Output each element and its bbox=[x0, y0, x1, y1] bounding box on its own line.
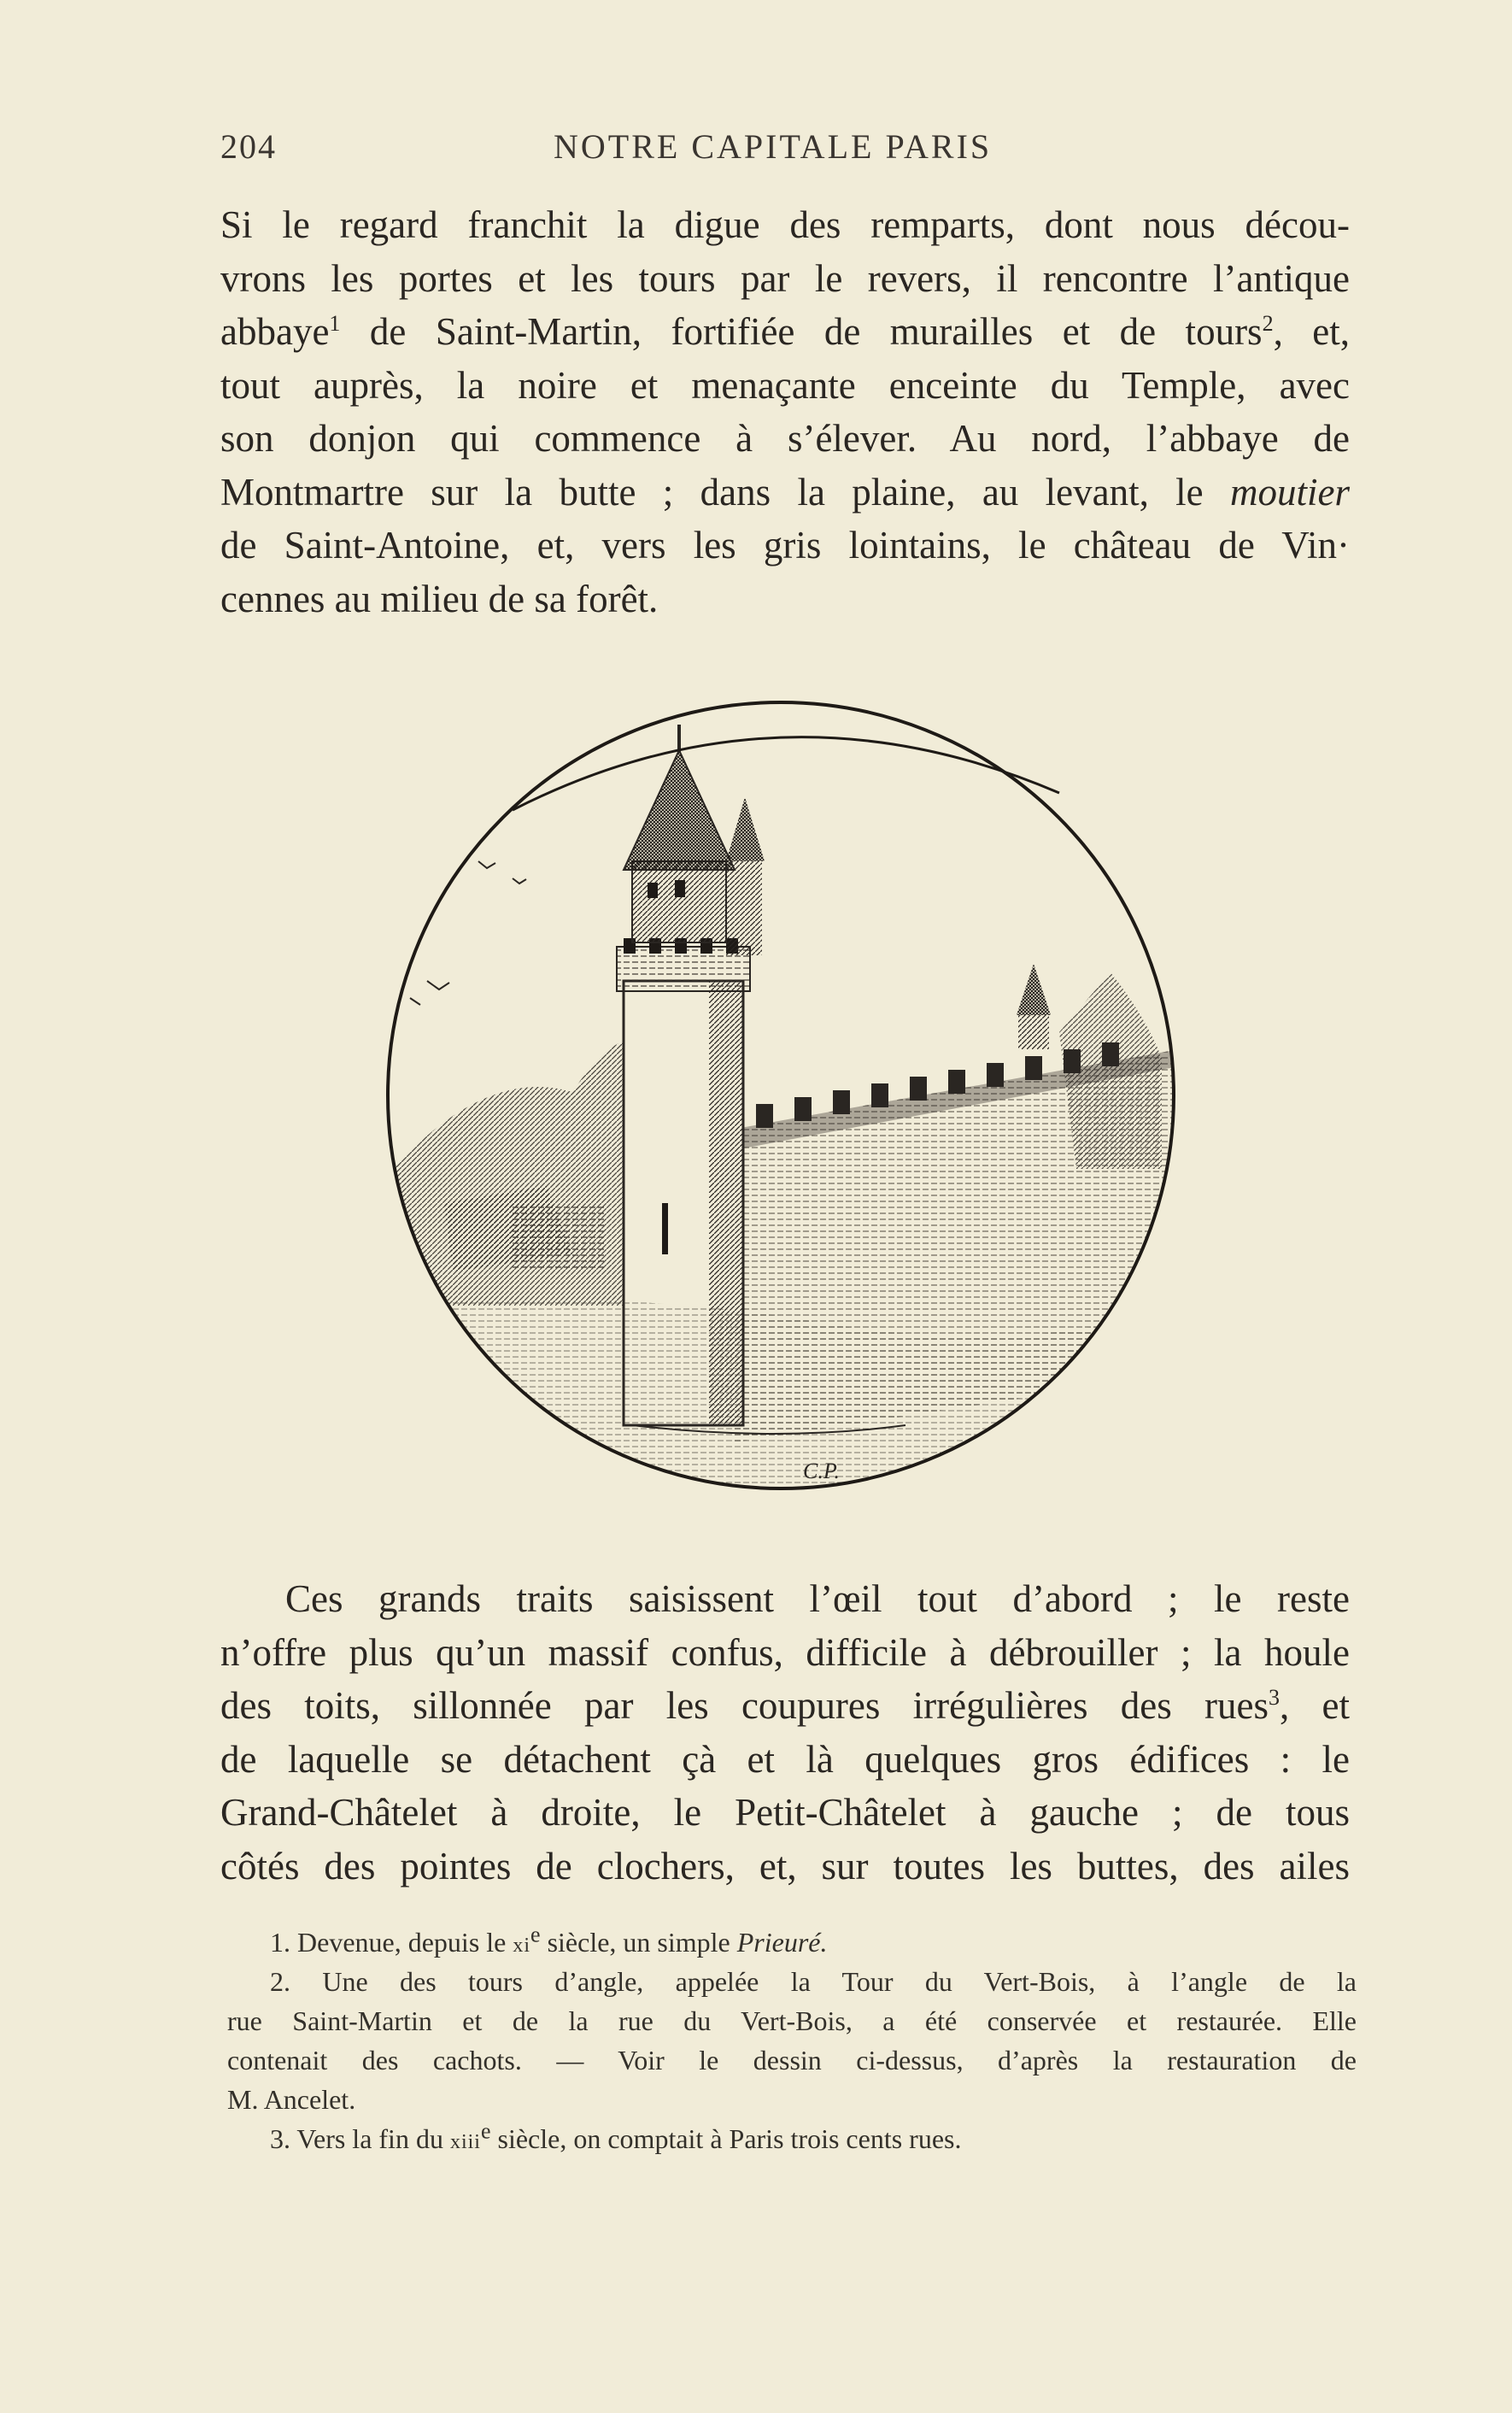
text-line: vrons les portes et les tours par le revers, il rencontre l’antique bbox=[220, 256, 1350, 300]
text-line: Grand-Châtelet à droite, le Petit-Châtelet à gauche ; de tous bbox=[220, 1791, 1350, 1834]
footnote-2: 2. Une des tours d’angle, appelée la Tour du Vert-Bois, à l’angle de la bbox=[270, 1966, 1357, 1997]
text-line: son donjon qui commence à s’élever. Au nord, l’abbaye de bbox=[220, 417, 1350, 460]
text-line: côtés des pointes de clochers, et, sur toutes les buttes, des ailes bbox=[220, 1844, 1350, 1888]
footnote-ref-3[interactable]: 3 bbox=[1269, 1685, 1281, 1710]
text-line: de Saint-Antoine, et, vers les gris lointains, le château de Vin· bbox=[220, 524, 1350, 567]
paragraph-1 bbox=[220, 198, 1350, 625]
italic-word: moutier bbox=[1230, 470, 1351, 514]
text-line: Montmartre sur la butte ; dans la plaine, au levant, le moutier bbox=[220, 470, 1351, 514]
text-line: Si le regard franchit la digue des remparts, dont nous décou- bbox=[220, 203, 1350, 246]
footnote-2-cont: rue Saint-Martin et de la rue du Vert-Bois, a été conservée et restaurée. Elle bbox=[227, 2005, 1357, 2036]
engraver-signature: C.P. bbox=[803, 1459, 840, 1483]
footnote-2-cont: M. Ancelet. bbox=[227, 2084, 356, 2115]
text-line: cennes au milieu de sa forêt. bbox=[220, 577, 659, 620]
paragraph-2 bbox=[220, 1572, 1350, 1893]
text-line: Ces grands traits saisissent l’œil tout d’abord ; le reste bbox=[285, 1577, 1350, 1620]
footnote-ref-1[interactable]: 1 bbox=[329, 311, 341, 336]
text-line: abbaye$^1$ de Saint-Martin, fortifiée de murailles et de tours$^2$, et, bbox=[220, 310, 1350, 353]
text-line: de laquelle se détachent çà et là quelques gros édifices : le bbox=[220, 1737, 1350, 1781]
page-number: 204 bbox=[220, 127, 277, 166]
footnote-2-cont: contenait des cachots. — Voir le dessin ci-dessus, d’après la restauration de bbox=[227, 2045, 1357, 2075]
text-line: tout auprès, la noire et menaçante enceinte du Temple, avec bbox=[220, 363, 1350, 407]
footnote-ref-2[interactable]: 2 bbox=[1262, 311, 1274, 336]
tower-engraving bbox=[376, 690, 1186, 1499]
running-header bbox=[220, 126, 1355, 181]
running-title: NOTRE CAPITALE PARIS bbox=[554, 127, 993, 166]
footnote-3: 3. Vers la fin du xiii$^e$ siècle, on comptait à Paris trois cents rues. bbox=[270, 2118, 962, 2154]
text-line: n’offre plus qu’un massif confus, difficile à débrouiller ; la houle bbox=[220, 1630, 1350, 1674]
footnote-1: 1. Devenue, depuis le $xi^e$ siècle, un simple Prieuré. bbox=[270, 1922, 828, 1958]
text-line: des toits, sillonnée par les coupures irrégulières des rues$^3$, et bbox=[220, 1684, 1350, 1727]
footnotes bbox=[227, 1923, 1357, 2158]
